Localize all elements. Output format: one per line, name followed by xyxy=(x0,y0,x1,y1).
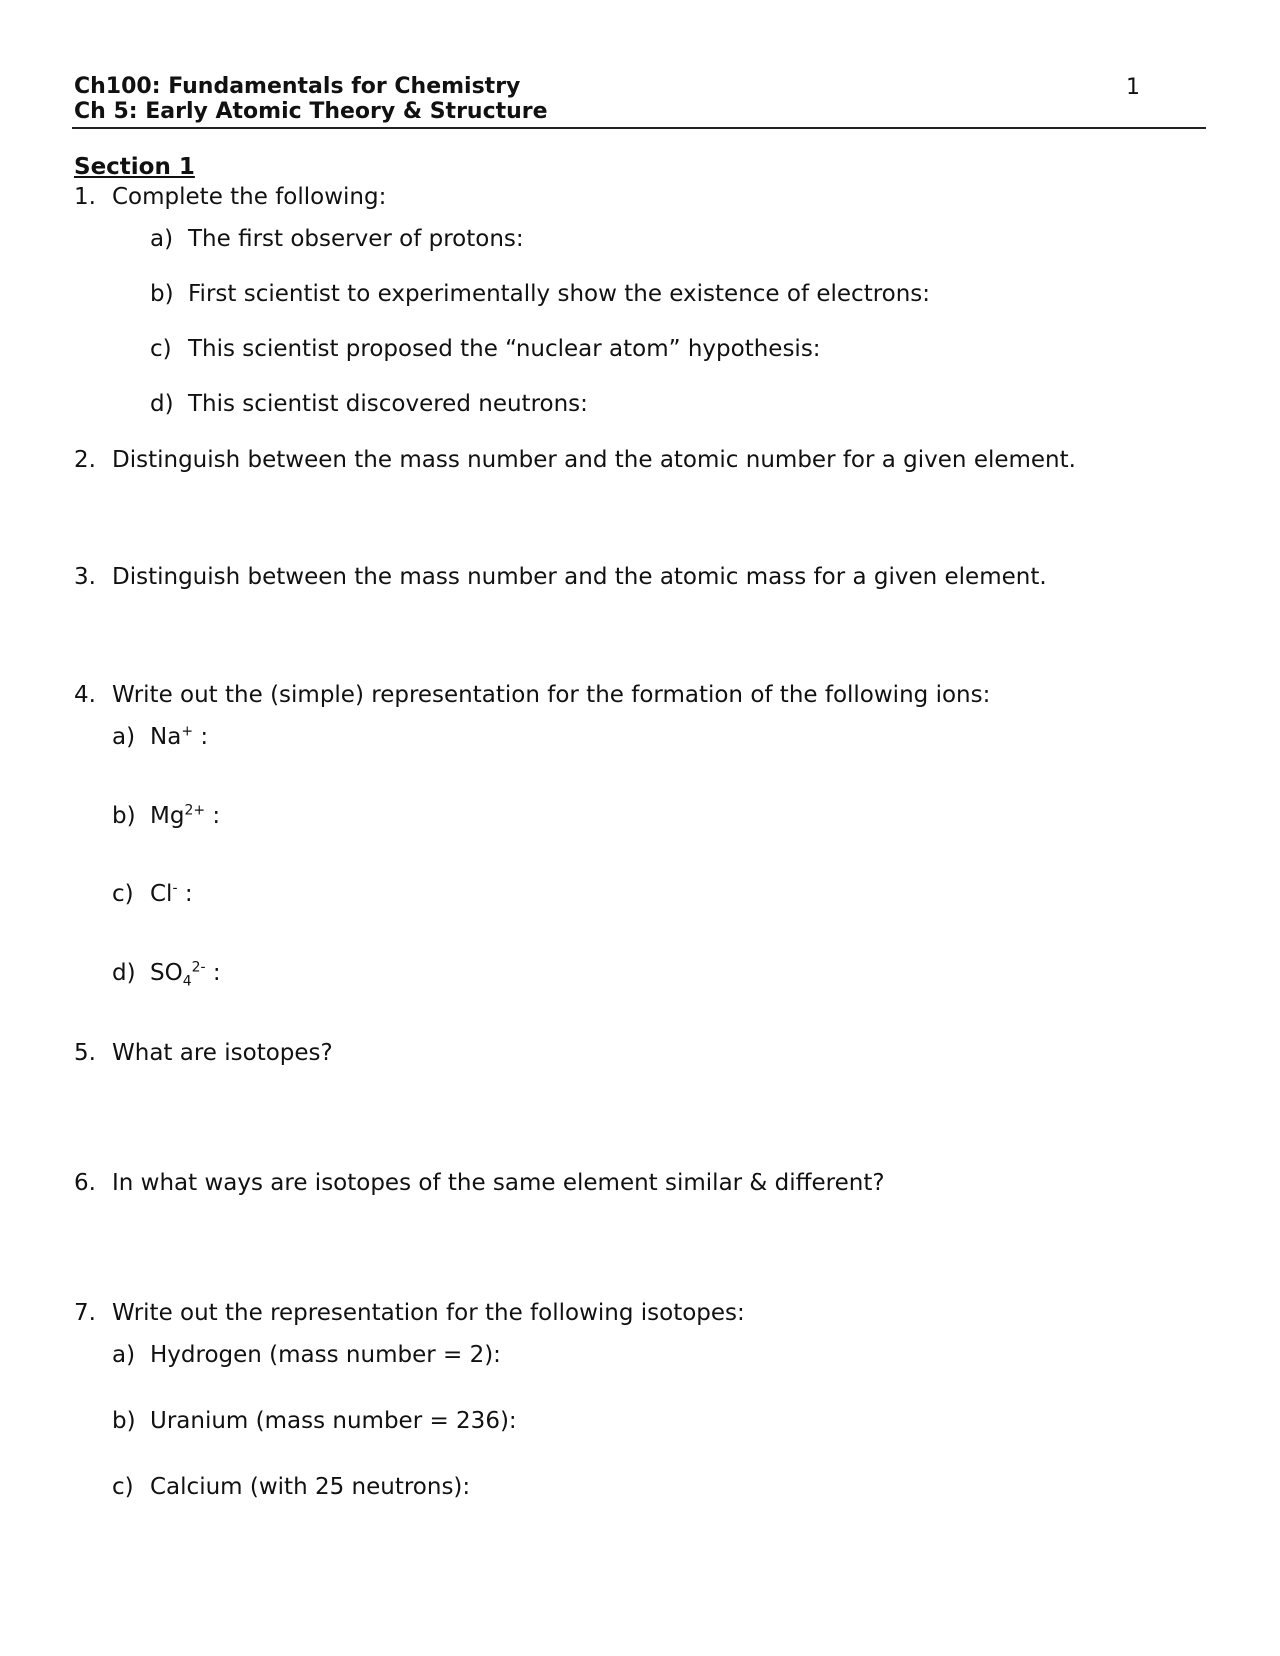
item-label: a) xyxy=(150,226,174,252)
ion-base: SO xyxy=(150,960,183,986)
item-label: b) xyxy=(112,1408,136,1434)
ion-charge: + xyxy=(181,723,194,740)
ion-colon: : xyxy=(212,803,221,829)
item-label: c) xyxy=(112,1474,134,1500)
ion-formula xyxy=(150,724,193,750)
item-text: Uranium (mass number = 236): xyxy=(150,1408,517,1434)
question-number: 7. xyxy=(74,1300,96,1326)
question-text: Write out the (simple) representation for the formation of the following ions: xyxy=(112,682,991,708)
question-4 xyxy=(74,682,990,708)
question-7 xyxy=(74,1300,745,1326)
ion-base: Mg xyxy=(150,803,185,829)
question-number: 6. xyxy=(74,1170,96,1196)
item-text: This scientist proposed the “nuclear atom” hypothesis: xyxy=(188,336,821,362)
question-2 xyxy=(74,447,1076,473)
q1-item-c xyxy=(150,336,821,362)
q1-item-a xyxy=(150,226,524,252)
item-text: The first observer of protons: xyxy=(188,226,524,252)
q4-item-d xyxy=(112,959,221,990)
item-label: a) xyxy=(112,1342,136,1368)
ion-formula xyxy=(150,881,178,907)
ion-base: Na xyxy=(150,724,182,750)
question-6 xyxy=(74,1170,885,1196)
item-text: This scientist discovered neutrons: xyxy=(188,391,588,417)
q1-item-d xyxy=(150,391,588,417)
question-text: Complete the following: xyxy=(112,184,387,210)
item-text: Calcium (with 25 neutrons): xyxy=(150,1474,471,1500)
item-text: First scientist to experimentally show the existence of electrons: xyxy=(188,281,931,307)
header-rule xyxy=(72,127,1206,129)
section-title: Section 1 xyxy=(74,154,195,180)
q4-item-a xyxy=(112,724,208,750)
q7-item-a xyxy=(112,1342,501,1368)
ion-base: Cl xyxy=(150,881,173,907)
question-text: In what ways are isotopes of the same element similar & different? xyxy=(112,1170,885,1196)
ion-subscript: 4 xyxy=(182,973,192,990)
question-1 xyxy=(74,184,386,210)
q4-item-b xyxy=(112,803,220,829)
question-text: Write out the representation for the following isotopes: xyxy=(112,1300,745,1326)
q1-item-b xyxy=(150,281,930,307)
ion-colon: : xyxy=(184,881,193,907)
item-label: b) xyxy=(150,281,174,307)
item-label: d) xyxy=(150,391,174,417)
question-number: 1. xyxy=(74,184,96,210)
question-number: 5. xyxy=(74,1040,96,1066)
ion-charge: 2+ xyxy=(184,802,206,819)
q7-item-b xyxy=(112,1408,517,1434)
question-5 xyxy=(74,1040,333,1066)
q4-item-c xyxy=(112,881,193,907)
item-label: b) xyxy=(112,803,136,829)
question-3 xyxy=(74,564,1047,590)
item-label: d) xyxy=(112,960,136,986)
item-label: a) xyxy=(112,724,136,750)
ion-charge: - xyxy=(172,880,178,897)
ion-colon: : xyxy=(212,960,221,986)
question-text: Distinguish between the mass number and the atomic number for a given element. xyxy=(112,447,1076,473)
item-text: Hydrogen (mass number = 2): xyxy=(150,1342,501,1368)
ion-formula xyxy=(150,803,205,829)
item-label: c) xyxy=(150,336,172,362)
question-number: 3. xyxy=(74,564,96,590)
ion-formula xyxy=(150,959,206,990)
course-title: Ch100: Fundamentals for Chemistry xyxy=(74,74,521,99)
question-number: 4. xyxy=(74,682,96,708)
question-text: What are isotopes? xyxy=(112,1040,333,1066)
item-label: c) xyxy=(112,881,134,907)
chapter-title: Ch 5: Early Atomic Theory & Structure xyxy=(74,99,548,124)
q7-item-c xyxy=(112,1474,470,1500)
page-number: 1 xyxy=(1126,75,1140,100)
question-number: 2. xyxy=(74,447,96,473)
ion-colon: : xyxy=(200,724,209,750)
question-text: Distinguish between the mass number and the atomic mass for a given element. xyxy=(112,564,1047,590)
ion-charge: 2- xyxy=(191,959,206,976)
